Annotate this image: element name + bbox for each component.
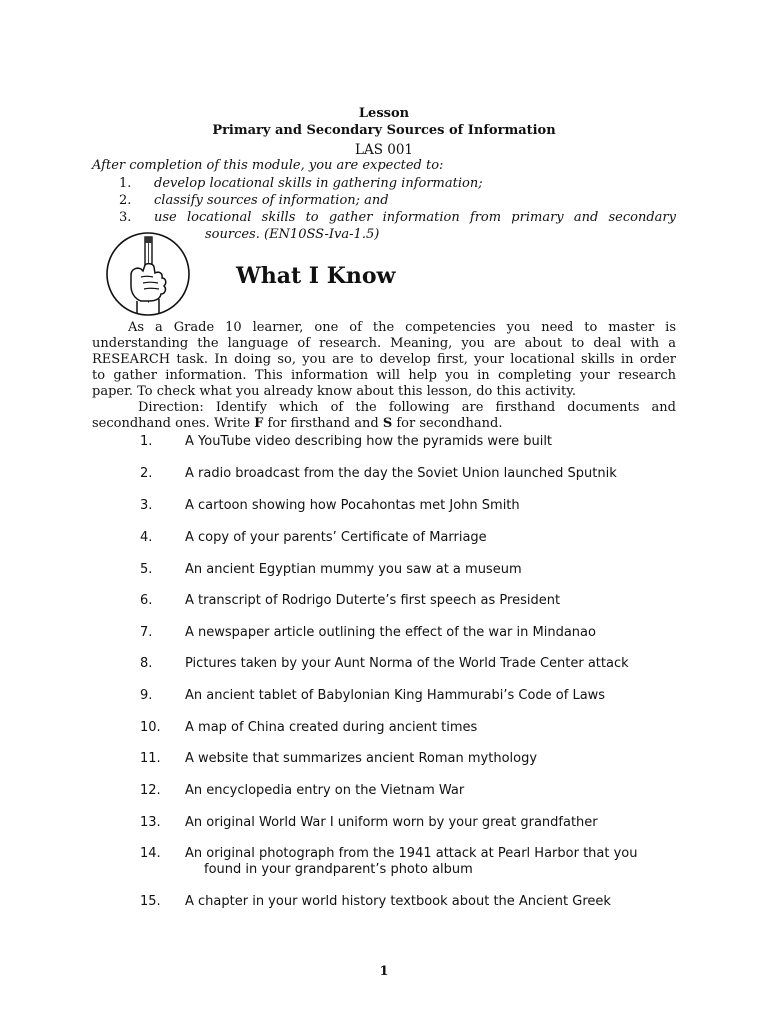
page-number: 1: [379, 964, 389, 979]
paragraph-line: paper. To check what you already know about this lesson, do this activity.: [92, 384, 576, 399]
intro-paragraph: [92, 320, 676, 400]
paragraph-line: to gather information. This information will help you in completing your research: [92, 368, 676, 383]
paragraph-line: As a Grade 10 learner, one of the competencies you need to master is: [128, 320, 676, 335]
lesson-title: Primary and Secondary Sources of Information: [212, 123, 556, 138]
paragraph-line: RESEARCH task. In doing so, you are to develop first, your locational skills in order: [92, 352, 676, 367]
direction-line: secondhand ones. Write F for firsthand and S for secondhand.: [92, 416, 503, 431]
section-heading: What I Know: [236, 263, 396, 289]
document-page: Lesson Primary and Secondary Sources of Information LAS 001 After completion of this module, you are expected to: 1. develop locational skills in gathering information; 2. classify sources of information; and 3. use locational skills to gather information from primary and secondary sources. (EN10SS-Iva-1.5) What I Know As a Grade 10 learner, one of the competencies you need to master is understanding the language of research. Meaning, you are about to deal with a RESEARCH task. In doing so, you are to develop first, your locational skills in order to gather information. This information will help you in completing your research paper. To check what you already know about this lesson, do this activity. Direction: Identify which of the following are firsthand documents and secondhand ones. Write F for firsthand and S for secondhand. 1. A YouTube video describing how the pyramids were built 2. A radio broadcast from the day the Soviet Union launched Sputnik 3. A cartoon showing how Pocahontas met John Smith 4. A copy of your parents’ Certificate of Marriage 5. An ancient Egyptian mummy you saw at a museum 6. A transcript of Rodrigo Duterte’s first speech as President 7. A newspaper article outlining the effect of the war in Mindanao 8. Pictures taken by your Aunt Norma of the World Trade Center attack 9. An ancient tablet of Babylonian King Hammurabi’s Code of Laws 10. A map of China created during ancient times 11. A website that summarizes ancient Roman mythology 12. An encyclopedia entry on the Vietnam War 13. An original World War I uniform worn by your great grandfather 14. An original photograph from the 1941 attack at Pearl Harbor that you found in your grandparent’s photo album 15. A chapter in your world history textbook about the Ancient Greek 1: [0, 0, 768, 1024]
lesson-code: LAS 001: [354, 142, 414, 158]
direction-line: Direction: Identify which of the following are firsthand documents and: [138, 400, 676, 415]
hand-holding-pencil-icon: [103, 231, 193, 317]
paragraph-line: understanding the language of research. Meaning, you are about to deal with a: [92, 336, 676, 351]
objectives-intro: After completion of this module, you are expected to:: [92, 158, 444, 173]
lesson-label: Lesson: [358, 106, 410, 121]
direction-paragraph: [92, 400, 676, 432]
objective-item-continuation: sources. (EN10SS-Iva-1.5): [205, 227, 380, 242]
